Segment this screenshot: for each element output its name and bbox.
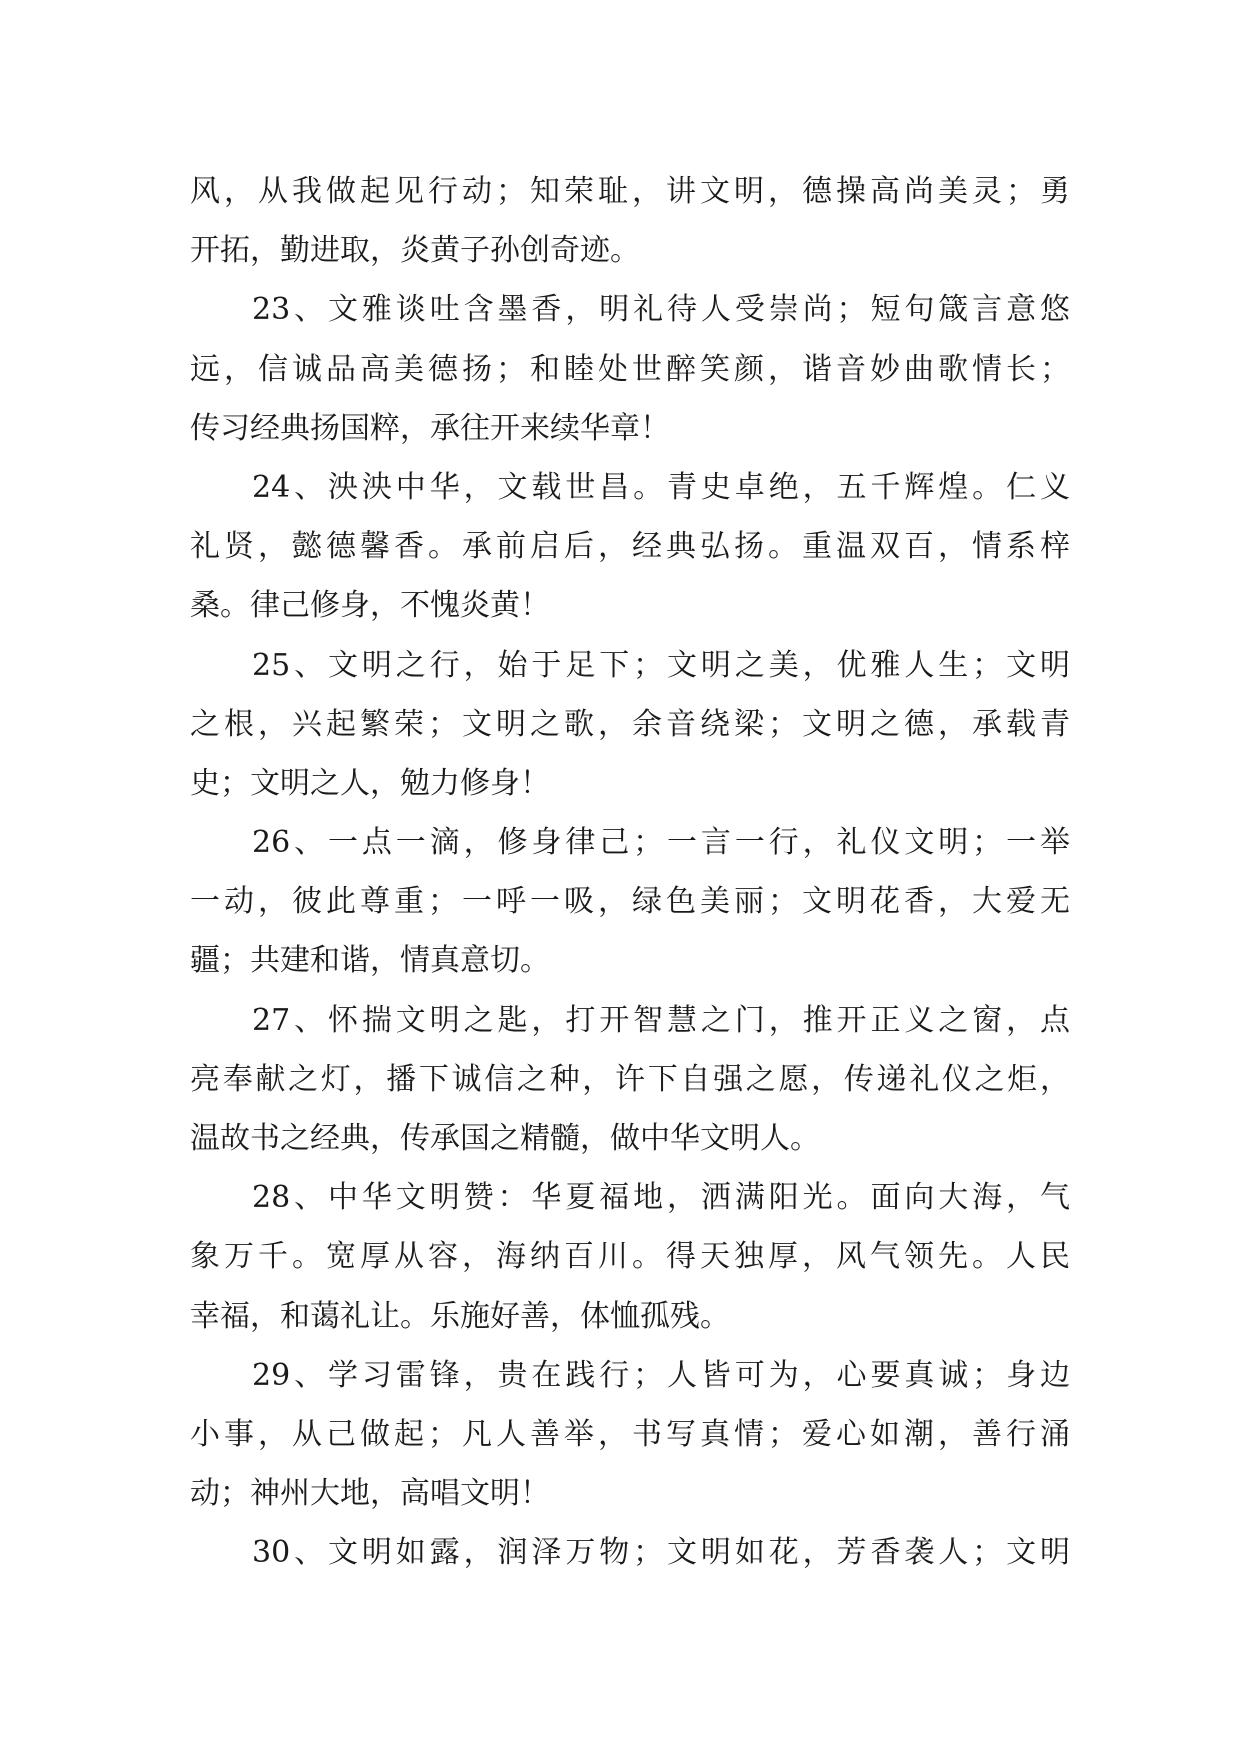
text-line: 象万千。宽厚从容，海纳百川。得天独厚，风气领先。人民: [190, 1239, 1070, 1275]
text-line: 一动，彼此尊重；一呼一吸，绿色美丽；文明花香，大爱无: [190, 884, 1070, 920]
text-line: 幸福，和蔼礼让。乐施好善，体恤孤残。: [190, 1298, 730, 1334]
text-line: 远，信诚品高美德扬；和睦处世醉笑颜，谐音妙曲歌情长；: [190, 351, 1070, 387]
paragraph-first-line: 23、文雅谈吐含墨香，明礼待人受崇尚；短句箴言意悠: [252, 292, 1070, 328]
paragraph-first-line: 25、文明之行，始于足下；文明之美，优雅人生；文明: [252, 647, 1070, 683]
text-line: 礼贤，懿德馨香。承前启后，经典弘扬。重温双百，情系梓: [190, 529, 1070, 565]
text-line: 温故书之经典，传承国之精髓，做中华文明人。: [190, 1121, 820, 1156]
paragraph-first-line: 24、泱泱中华，文载世昌。青史卓绝，五千辉煌。仁义: [252, 469, 1070, 505]
text-line: 动；神州大地，高唱文明！: [190, 1476, 550, 1512]
text-line: 亮奉献之灯，播下诚信之种，许下自强之愿，传递礼仪之炬，: [190, 1061, 1070, 1097]
paragraph-first-line: 28、中华文明赞：华夏福地，洒满阳光。面向大海，气: [252, 1180, 1070, 1216]
text-line: 史；文明之人，勉力修身！: [190, 765, 550, 801]
text-line: 开拓，勤进取，炎黄子孙创奇迹。: [190, 233, 640, 269]
document-body: [190, 162, 1070, 1583]
paragraph-first-line: 27、怀揣文明之匙，打开智慧之门，推开正义之窗，点: [252, 1002, 1070, 1038]
text-line: 风，从我做起见行动；知荣耻，讲文明，德操高尚美灵；勇: [190, 174, 1070, 209]
text-line: 疆；共建和谐，情真意切。: [190, 943, 550, 979]
paragraph-first-line: 30、文明如露，润泽万物；文明如花，芳香袭人；文明: [252, 1535, 1070, 1571]
paragraph-first-line: 26、一点一滴，修身律己；一言一行，礼仪文明；一举: [252, 825, 1070, 861]
text-line: 之根，兴起繁荣；文明之歌，余音绕梁；文明之德，承载青: [190, 706, 1070, 742]
paragraph-first-line: 29、学习雷锋，贵在践行；人皆可为，心要真诚；身边: [252, 1357, 1070, 1393]
text-line: 传习经典扬国粹，承往开来续华章！: [190, 410, 670, 446]
text-line: 小事，从己做起；凡人善举，书写真情；爱心如潮，善行涌: [190, 1416, 1070, 1452]
text-line: 桑。律己修身，不愧炎黄！: [190, 588, 550, 624]
